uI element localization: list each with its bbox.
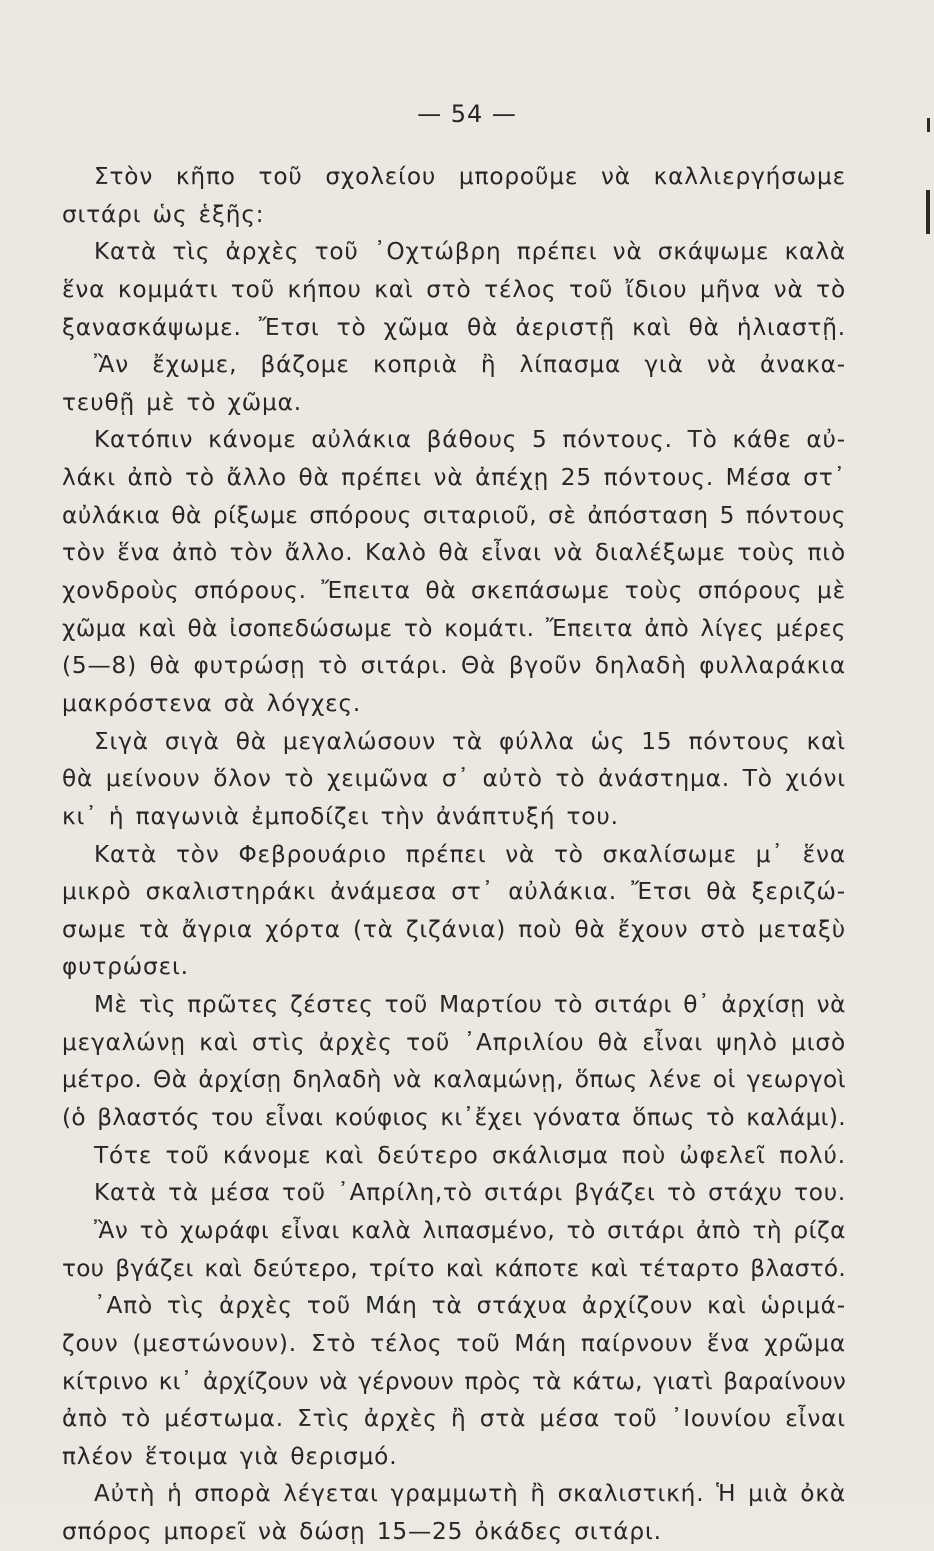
body-text <box>62 158 846 1551</box>
text-line: μικρὸ σκαλιστηράκι ἀνάμεσα στ᾿ αὐλάκια. Ἔτσι θὰ ξεριζώ- <box>62 878 846 906</box>
page-number: — 54 — <box>417 100 517 128</box>
text-line: ζουν (μεστώνουν). Στὸ τέλος τοῦ Μάη παίρνουν ἕνα χρῶμα <box>62 1329 846 1357</box>
text-line: Ἂν τὸ χωράφι εἶναι καλὰ λιπασμένο, τὸ σιτάρι ἀπὸ τὴ ρίζα <box>94 1216 846 1244</box>
text-line: τὸν ἕνα ἀπὸ τὸν ἄλλο. Καλὸ θὰ εἶναι νὰ διαλέξωμε τοὺς πιὸ <box>62 539 846 567</box>
text-line: (5—8) θὰ φυτρώσῃ τὸ σιτάρι. Θὰ βγοῦν δηλαδὴ φυλλαράκια <box>62 652 846 680</box>
text-line: μεγαλώνῃ καὶ στὶς ἀρχὲς τοῦ ᾿Απριλίου θὰ εἶναι ψηλὸ μισὸ <box>62 1028 846 1056</box>
edge-mark-middle <box>926 190 930 234</box>
text-line: Κατὰ τὰ μέσα τοῦ ᾿Απρίλη,τὸ σιτάρι βγάζει τὸ στάχυ του. <box>94 1179 846 1207</box>
text-line: Στὸν κῆπο τοῦ σχολείου μποροῦμε νὰ καλλιεργήσωμε <box>94 163 846 190</box>
text-line: ἀπὸ τὸ μέστωμα. Στὶς ἀρχὲς ἢ στὰ μέσα τοῦ ᾿Ιουνίου εἶναι <box>62 1405 846 1433</box>
text-line: λάκι ἀπὸ τὸ ἄλλο θὰ πρέπει νὰ ἀπέχῃ 25 πόντους. Μέσα στ᾿ <box>62 464 846 492</box>
text-line: Αὐτὴ ἡ σπορὰ λέγεται γραμμωτὴ ἢ σκαλιστική. Ἡ μιὰ ὀκὰ <box>94 1480 846 1508</box>
text-line: αὐλάκια θὰ ρίξωμε σπόρους σιταριοῦ, σὲ ἀπόσταση 5 πόντους <box>62 501 846 529</box>
text-line: Κατὰ τὶς ἀρχὲς τοῦ ᾿Οχτώβρη πρέπει νὰ σκάψωμε καλὰ <box>94 238 846 266</box>
text-line: Μὲ τὶς πρῶτες ζέστες τοῦ Μαρτίου τὸ σιτάρι θ᾿ ἀρχίσῃ νὰ <box>94 991 846 1019</box>
text-line: Σιγὰ σιγὰ θὰ μεγαλώσουν τὰ φύλλα ὡς 15 πόντους καὶ <box>94 727 846 755</box>
text-line: σωμε τὰ ἄγρια χόρτα (τὰ ζιζάνια) ποὺ θὰ ἔχουν στὸ μεταξὺ <box>62 915 846 943</box>
text-line: μέτρο. Θὰ ἀρχίσῃ δηλαδὴ νὰ καλαμώνῃ, ὅπως λένε οἱ γεωργοὶ <box>62 1066 846 1094</box>
text-line: κι᾿ ἡ παγωνιὰ ἐμποδίζει τὴν ἀνάπτυξή του. <box>62 802 619 830</box>
text-line: τευθῇ μὲ τὸ χῶμα. <box>62 388 303 416</box>
text-line: φυτρώσει. <box>62 953 189 981</box>
text-line: ἕνα κομμάτι τοῦ κήπου καὶ στὸ τέλος τοῦ ἴδιου μῆνα νὰ τὸ <box>62 275 846 303</box>
text-line: πλέον ἕτοιμα γιὰ θερισμό. <box>62 1442 398 1470</box>
text-line: μακρόστενα σὰ λόγχες. <box>62 689 362 717</box>
text-line: σιτάρι ὡς ἑξῆς: <box>62 200 265 228</box>
edge-mark-top <box>927 118 930 132</box>
text-line: θὰ μείνουν ὅλον τὸ χειμῶνα σ᾿ αὐτὸ τὸ ἀνάστημα. Τὸ χιόνι <box>62 765 846 793</box>
text-line: Κατὰ τὸν Φεβρουάριο πρέπει νὰ τὸ σκαλίσωμε μ᾿ ἕνα <box>94 840 846 868</box>
text-line: χονδροὺς σπόρους. Ἔπειτα θὰ σκεπάσωμε τοὺς σπόρους μὲ <box>62 577 846 605</box>
text-line: ᾿Απὸ τὶς ἀρχὲς τοῦ Μάη τὰ στάχυα ἀρχίζουν καὶ ὡριμά- <box>94 1292 846 1320</box>
text-line: χῶμα καὶ θὰ ἰσοπεδώσωμε τὸ κομάτι. Ἔπειτα ἀπὸ λίγες μέρες <box>62 614 846 642</box>
text-line: (ὁ βλαστός του εἶναι κούφιος κι᾿ἔχει γόνατα ὅπως τὸ καλάμι). <box>62 1104 846 1132</box>
text-line: σπόρος μπορεῖ νὰ δώσῃ 15—25 ὀκάδες σιτάρι. <box>62 1518 662 1546</box>
text-line: του βγάζει καὶ δεύτερο, τρίτο καὶ κάποτε καὶ τέταρτο βλαστό. <box>62 1254 846 1282</box>
text-line: Ἂν ἔχωμε, βάζομε κοπριὰ ἢ λίπασμα γιὰ νὰ ἀνακα- <box>94 351 846 379</box>
text-line: ξανασκάψωμε. Ἔτσι τὸ χῶμα θὰ ἀεριστῇ καὶ θὰ ἡλιαστῇ. <box>62 313 846 341</box>
text-line: Τότε τοῦ κάνομε καὶ δεύτερο σκάλισμα ποὺ ὠφελεῖ πολύ. <box>94 1141 846 1169</box>
text-line: Κατόπιν κάνομε αὐλάκια βάθους 5 πόντους. Τὸ κάθε αὐ- <box>94 426 846 454</box>
text-line: κίτρινο κι᾿ ἀρχίζουν νὰ γέρνουν πρὸς τὰ κάτω, γιατὶ βαραίνουν <box>62 1367 846 1395</box>
